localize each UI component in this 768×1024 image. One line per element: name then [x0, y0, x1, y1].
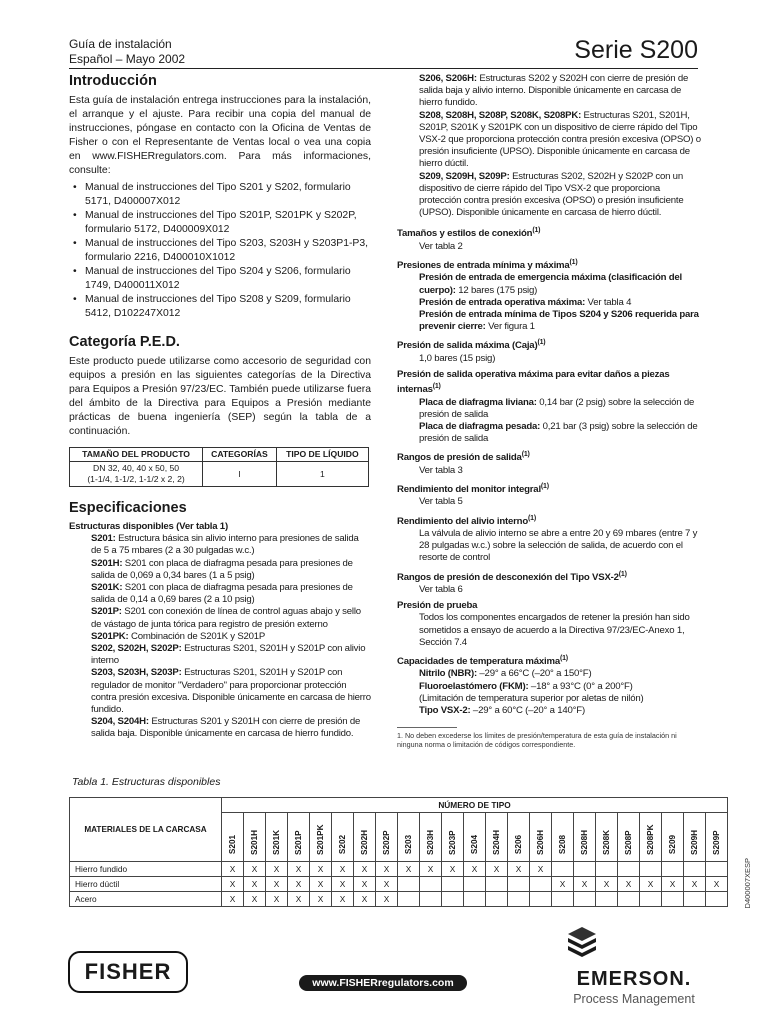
temp-fkm: [397, 681, 703, 693]
manual-item: • Manual de instrucciones del Tipo S203, S203H y S203P1-P3, formulario 2216, D400010X1012: [69, 237, 371, 265]
type-code: S208: [558, 834, 567, 855]
inlet-minimum: [397, 309, 703, 333]
type-code-header: [332, 813, 354, 862]
temp-vsx-label: Tipo VSX-2:: [419, 705, 471, 717]
type-number-header: NÚMERO DE TIPO: [222, 798, 728, 813]
availability-cell: X: [508, 862, 530, 877]
relief-heading-text: Rendimiento del alivio interno: [397, 515, 528, 527]
type-code: S206H: [536, 829, 545, 855]
structure-item: [69, 631, 371, 643]
temp-fkm-label: Fluoroelastómero (FKM):: [419, 680, 529, 692]
availability-cell: X: [222, 877, 244, 892]
outlet-heading: [397, 369, 703, 397]
availability-cell: X: [332, 862, 354, 877]
ped-header-category: CATEGORÍAS: [203, 448, 277, 462]
availability-cell: [464, 877, 486, 892]
outlet-heading-text: Presión de salida operativa máxima para evitar daños a piezas internas: [397, 369, 670, 396]
availability-cell: X: [376, 877, 398, 892]
type-code: S201K: [272, 829, 281, 855]
ranges-value: Ver tabla 3: [419, 464, 463, 476]
material-cell: Acero: [70, 892, 222, 907]
temp-fkm-value: –18° a 93°C (0° a 200°F): [528, 680, 633, 692]
inlet-emergency-label: Presión de entrada de emergencia máxima (clasificación del cuerpo):: [419, 272, 683, 296]
type-code: S202: [338, 834, 347, 855]
type-code-header: [530, 813, 552, 862]
availability-cell: X: [662, 877, 684, 892]
fisher-logo: [68, 951, 188, 993]
availability-cell: X: [244, 892, 266, 907]
structure-code: S201H:: [91, 557, 123, 569]
sizes-heading: [397, 225, 703, 240]
intro-heading: Introducción: [69, 73, 157, 89]
outlet-heavy-label: Placa de diafragma pesada:: [419, 421, 541, 433]
type-code: S208PK: [646, 824, 655, 855]
availability-cell: X: [222, 862, 244, 877]
document-code: D400007XESP: [743, 858, 752, 909]
footnote-mark: (1): [569, 259, 578, 267]
structure-description: S201 con conexión de línea de control aguas abajo y sello de vástago de junta tórica para registro de presión externo: [91, 606, 361, 630]
structure-item: [69, 533, 371, 557]
monitor-heading-text: Rendimiento del monitor integral: [397, 484, 541, 496]
structure-code: S204, S204H:: [91, 716, 149, 728]
vsx-value: Ver tabla 6: [419, 584, 463, 596]
availability-cell: X: [222, 892, 244, 907]
availability-cell: X: [266, 877, 288, 892]
type-code-header: [420, 813, 442, 862]
availability-cell: X: [244, 877, 266, 892]
availability-cell: X: [332, 892, 354, 907]
availability-cell: X: [244, 862, 266, 877]
ped-size-metric: DN 32, 40, 40 x 50, 50: [93, 463, 180, 473]
fisher-logo-text: FISHER: [84, 959, 172, 984]
guide-title: Guía de instalación: [69, 37, 172, 51]
availability-cell: [662, 862, 684, 877]
availability-cell: X: [486, 862, 508, 877]
type-code: S208K: [602, 829, 611, 855]
structure-description: Combinación de S201K y S201P: [128, 630, 266, 642]
availability-cell: [706, 862, 728, 877]
ped-fluid-cell: 1: [276, 462, 368, 487]
availability-cell: X: [354, 892, 376, 907]
structure-code: S203, S203H, S203P:: [91, 667, 182, 679]
availability-cell: [530, 877, 552, 892]
relief-value: La válvula de alivio interno se abre a entre 20 y 69 mbares (entre 7 y 28 pulgadas w.c.) sobre la selección de salida, de acuerdo con el resorte de control: [419, 528, 698, 564]
material-cell: Hierro fundido: [70, 862, 222, 877]
type-code: S209P: [712, 830, 721, 855]
inlet-operating-label: Presión de entrada operativa máxima:: [419, 296, 586, 308]
structure-code: S201:: [91, 533, 116, 545]
structures-table: [69, 797, 728, 907]
inlet-heading-text: Presiones de entrada mínima y máxima: [397, 260, 570, 272]
availability-cell: [508, 892, 530, 907]
availability-cell: [486, 892, 508, 907]
type-code-header: [266, 813, 288, 862]
relief-heading: [397, 513, 703, 528]
availability-cell: X: [574, 877, 596, 892]
type-code-header: [486, 813, 508, 862]
type-code-header: [552, 813, 574, 862]
structure-item: [397, 110, 703, 171]
type-code: S208P: [624, 830, 633, 855]
availability-cell: X: [288, 877, 310, 892]
ped-category-cell: I: [203, 462, 277, 487]
type-code-header: [310, 813, 332, 862]
type-code-header: [288, 813, 310, 862]
table-row: [70, 892, 728, 907]
structure-description: Estructuras S202 y S202H con cierre de presión de salida baja y alivio interno. Disponible únicamente en carcasa de hierro fundido.: [419, 73, 689, 109]
ped-size-inch: (1-1/4, 1-1/2, 1-1/2 x 2, 2): [87, 474, 185, 484]
guide-language-date: Español – Mayo 2002: [69, 52, 186, 66]
type-code: S204: [470, 834, 479, 855]
availability-cell: X: [354, 862, 376, 877]
type-code: S201: [228, 834, 237, 855]
availability-cell: X: [310, 862, 332, 877]
availability-cell: X: [596, 877, 618, 892]
structure-item: [69, 558, 371, 582]
type-code: S208H: [580, 829, 589, 855]
footnote-mark: (1): [528, 514, 536, 522]
availability-cell: [684, 862, 706, 877]
type-code: S201PK: [316, 824, 325, 855]
structure-code: S201P:: [91, 606, 122, 618]
availability-cell: [596, 862, 618, 877]
availability-cell: [706, 892, 728, 907]
availability-cell: X: [288, 862, 310, 877]
structures-heading: Estructuras disponibles (Ver tabla 1): [69, 521, 228, 532]
structure-description: Estructuras S202, S202H y S202P con un dispositivo de cierre rápido del Tipo VSX-2 que proporciona protección contra presión excesiva (OPSO) o presión insuficiente (UPSO). Disponible únicamente en carcasa de hierro dúctil.: [419, 170, 684, 219]
availability-cell: X: [398, 862, 420, 877]
manual-item: • Manual de instrucciones del Tipo S201P, S201PK y S202P, formulario 5172, D400009X012: [69, 209, 371, 237]
type-code-header: [574, 813, 596, 862]
outlet-heavy: [397, 421, 703, 445]
structure-item: [69, 582, 371, 606]
availability-cell: X: [442, 862, 464, 877]
type-code-header: [398, 813, 420, 862]
availability-cell: [552, 892, 574, 907]
availability-cell: X: [420, 862, 442, 877]
type-code: S209H: [690, 829, 699, 855]
manual-item: • Manual de instrucciones del Tipo S201 y S202, formulario 5171, D400007X012: [69, 181, 371, 209]
structure-code: S201K:: [91, 582, 123, 594]
availability-cell: [530, 892, 552, 907]
proof-heading: Presión de prueba: [397, 600, 478, 612]
availability-cell: [420, 877, 442, 892]
structure-description: S201 con placa de diafragma pesada para presiones de salida de 0,14 a 0,69 bares (2 a 10 psig): [91, 582, 353, 606]
intro-text: Esta guía de instalación entrega instrucciones para la instalación, el arranque y el ajuste. Para recibir una copia del manual de instrucciones, póngase en contacto con la Oficina de Ventas de Fisher o con el Representante de Ventas local o vea una copia en www.FISHERregulators.com. Para más informaciones, consulte:: [69, 95, 371, 176]
structure-item: [69, 643, 371, 667]
type-code-header: [596, 813, 618, 862]
type-code-header: [618, 813, 640, 862]
inlet-minimum-label: Presión de entrada mínima de Tipos S204 y S206 requerida para prevenir cierre:: [419, 309, 699, 333]
availability-cell: [464, 892, 486, 907]
availability-cell: X: [266, 862, 288, 877]
availability-cell: [684, 892, 706, 907]
inlet-emergency: [397, 272, 703, 296]
temp-heading-text: Capacidades de temperatura máxima: [397, 656, 560, 668]
right-column: [397, 72, 703, 749]
case-heading: [397, 337, 703, 352]
manual-list: [69, 181, 371, 321]
monitor-heading: [397, 481, 703, 496]
inlet-operating: [397, 297, 703, 309]
type-code: S203P: [448, 830, 457, 855]
ped-header-size: TAMAÑO DEL PRODUCTO: [70, 448, 203, 462]
proof-value: Todos los componentes encargados de retener la presión han sido sometidos a ensayo de acuerdo a la Directiva 97/23/EC-Anexo 1, Sección 7.4: [419, 612, 690, 648]
specs-heading: Especificaciones: [69, 500, 187, 516]
monitor-value: Ver tabla 5: [419, 496, 463, 508]
temp-fkm-note: (Limitación de temperatura superior por aletas de nilón): [419, 692, 644, 704]
availability-cell: [574, 892, 596, 907]
availability-cell: X: [332, 877, 354, 892]
availability-cell: [574, 862, 596, 877]
left-column: [69, 72, 371, 741]
type-code-header: [354, 813, 376, 862]
outlet-light: [397, 397, 703, 421]
availability-cell: X: [684, 877, 706, 892]
availability-cell: [442, 892, 464, 907]
type-code: S206: [514, 834, 523, 855]
structure-code: S206, S206H:: [419, 73, 477, 84]
type-code: S209: [668, 834, 677, 855]
emerson-name: EMERSON.: [576, 968, 692, 990]
structure-description: Estructuras S201, S201H y S201P con regulador de monitor "Verdadero" para proporcionar protección contra presión excesiva. Disponible únicamente en carcasa de hierro fundido.: [91, 667, 371, 716]
structure-item: [397, 73, 703, 110]
temp-nbr-value: –29° a 66°C (–20° a 150°F): [476, 668, 592, 680]
availability-cell: [640, 862, 662, 877]
material-header: MATERIALES DE LA CARCASA: [70, 798, 222, 862]
availability-cell: X: [464, 862, 486, 877]
availability-cell: X: [552, 877, 574, 892]
type-code-header: [508, 813, 530, 862]
temp-heading: [397, 653, 703, 668]
header-rule: [69, 68, 698, 69]
type-code: S202P: [382, 830, 391, 855]
sizes-value: Ver tabla 2: [419, 240, 463, 252]
sizes-heading-text: Tamaños y estilos de conexión: [397, 228, 533, 240]
availability-cell: X: [530, 862, 552, 877]
website-url[interactable]: www.FISHERregulators.com: [299, 975, 467, 991]
outlet-heavy-value: 0,21 bar (3 psig) sobre la selección de presión de salida: [419, 421, 698, 445]
type-code: S204H: [492, 829, 501, 855]
emerson-mark-icon: [566, 925, 598, 961]
type-code-header: [442, 813, 464, 862]
type-code-header: [662, 813, 684, 862]
availability-cell: X: [310, 877, 332, 892]
type-code-header: [222, 813, 244, 862]
availability-cell: [442, 877, 464, 892]
availability-cell: X: [310, 892, 332, 907]
type-code: S203H: [426, 829, 435, 855]
table-row: [70, 862, 728, 877]
structure-code: S209, S209H, S209P:: [419, 170, 510, 182]
availability-cell: [618, 892, 640, 907]
vsx-heading: [397, 569, 703, 584]
structure-code: S202, S202H, S202P:: [91, 643, 182, 655]
structure-description: Estructuras S201, S201H, S201P, S201K y S201PK con un dispositivo de cierre rápido del Tipo VSX-2 que proporciona protección contra presión excesiva (OPSO) o presión insuficiente (UPSO). Disponible únicamente en carcasa de hierro dúctil.: [419, 109, 701, 170]
availability-cell: X: [288, 892, 310, 907]
type-code-header: [706, 813, 728, 862]
structure-item: [69, 606, 371, 630]
inlet-operating-value: Ver tabla 4: [585, 296, 632, 308]
availability-cell: [420, 892, 442, 907]
structure-description: Estructuras S201 y S201H con cierre de presión de salida baja. Disponible únicamente en carcasa de hierro fundido.: [91, 716, 361, 740]
vsx-heading-text: Rangos de presión de desconexión del Tipo VSX-2: [397, 571, 619, 583]
table-row: [70, 877, 728, 892]
structure-code: S201PK:: [91, 630, 129, 642]
inlet-heading: [397, 257, 703, 272]
type-code: S203: [404, 834, 413, 855]
case-value: 1,0 bares (15 psig): [419, 352, 496, 364]
availability-cell: [398, 892, 420, 907]
ranges-heading-text: Rangos de presión de salida: [397, 452, 522, 464]
outlet-light-label: Placa de diafragma liviana:: [419, 396, 537, 408]
availability-cell: [662, 892, 684, 907]
ped-text: Este producto puede utilizarse como accesorio de seguridad con equipos a presión en las siguientes categorías de la Directiva para Equipos a Presión 97/23/EC. También puede utilizarse fuera del ámbito de la Directiva para Equipos a Presión mediante prácticas de buena ingeniería (SEP) según la tabla de a continuación.: [69, 356, 371, 437]
ped-heading: Categoría P.E.D.: [69, 334, 180, 350]
guide-header: [69, 37, 185, 67]
manual-item: • Manual de instrucciones del Tipo S204 y S206, formulario 1749, D400011X012: [69, 265, 371, 293]
structure-description: Estructura básica sin alivio interno para presiones de salida de 5 a 75 mbares (2 a 30 pulgadas w.c.): [91, 533, 359, 557]
footnote-rule: [397, 727, 457, 728]
case-heading-text: Presión de salida máxima (Caja): [397, 340, 538, 352]
availability-cell: [508, 877, 530, 892]
type-code: S201P: [294, 830, 303, 855]
series-title: Serie S200: [574, 36, 698, 64]
type-code-header: [640, 813, 662, 862]
structure-item: [69, 716, 371, 740]
temp-vsx: [397, 705, 703, 717]
table1-caption: Tabla 1. Estructuras disponibles: [72, 776, 221, 788]
type-code-header: [684, 813, 706, 862]
structures-table-body: [70, 862, 728, 907]
availability-cell: X: [266, 892, 288, 907]
footnote-mark: (1): [521, 451, 530, 459]
availability-cell: [552, 862, 574, 877]
structure-description: S201 con placa de diafragma pesada para presiones de salida de 0,069 a 0,34 bares (1 a 5 psig): [91, 557, 353, 581]
availability-cell: X: [618, 877, 640, 892]
temp-nbr-label: Nitrilo (NBR):: [419, 668, 477, 680]
temp-vsx-value: –29° a 60°C (–20° a 140°F): [470, 705, 585, 717]
inlet-emergency-value: 12 bares (175 psig): [455, 284, 538, 296]
footnote-mark: (1): [540, 483, 549, 491]
manual-item: • Manual de instrucciones del Tipo S208 y S209, formulario 5412, D102247X012: [69, 293, 371, 321]
availability-cell: [486, 877, 508, 892]
structures-list-right: [397, 73, 703, 219]
structure-description: Estructuras S201, S201H y S201P con alivio interno: [91, 643, 366, 667]
outlet-light-value: 0,14 bar (2 psig) sobre la selección de presión de salida: [419, 396, 695, 420]
material-cell: Hierro dúctil: [70, 877, 222, 892]
type-code-header: [244, 813, 266, 862]
availability-cell: [398, 877, 420, 892]
footnote-mark: (1): [559, 655, 568, 663]
emerson-logo: [566, 925, 702, 1006]
footnote-mark: (1): [618, 570, 627, 578]
structure-item: [69, 667, 371, 716]
footnote: 1. No deben excederse los límites de presión/temperatura de esta guía de instalación ni ninguna norma o limitación de códigos correspondiente.: [397, 731, 677, 750]
inlet-minimum-value: Ver figura 1: [485, 321, 535, 333]
structures-list-left: [69, 533, 371, 740]
type-code-header: [376, 813, 398, 862]
type-code: S201H: [250, 829, 259, 855]
availability-cell: X: [376, 892, 398, 907]
footnote-mark: (1): [537, 339, 546, 347]
ped-table: [69, 447, 369, 487]
structure-item: [397, 171, 703, 220]
availability-cell: [596, 892, 618, 907]
ranges-heading: [397, 449, 703, 464]
availability-cell: X: [640, 877, 662, 892]
structure-code: S208, S208H, S208P, S208K, S208PK:: [419, 109, 582, 121]
availability-cell: [618, 862, 640, 877]
availability-cell: [640, 892, 662, 907]
ped-header-fluid: TIPO DE LÍQUIDO: [276, 448, 368, 462]
process-management: Process Management: [573, 992, 695, 1006]
availability-cell: X: [706, 877, 728, 892]
footnote-mark: (1): [432, 383, 441, 391]
ped-size-cell: [70, 462, 203, 487]
availability-cell: X: [354, 877, 376, 892]
type-code-header: [464, 813, 486, 862]
type-code: S202H: [360, 829, 369, 855]
availability-cell: X: [376, 862, 398, 877]
footnote-mark: (1): [532, 227, 541, 235]
temp-nbr: [397, 668, 703, 680]
